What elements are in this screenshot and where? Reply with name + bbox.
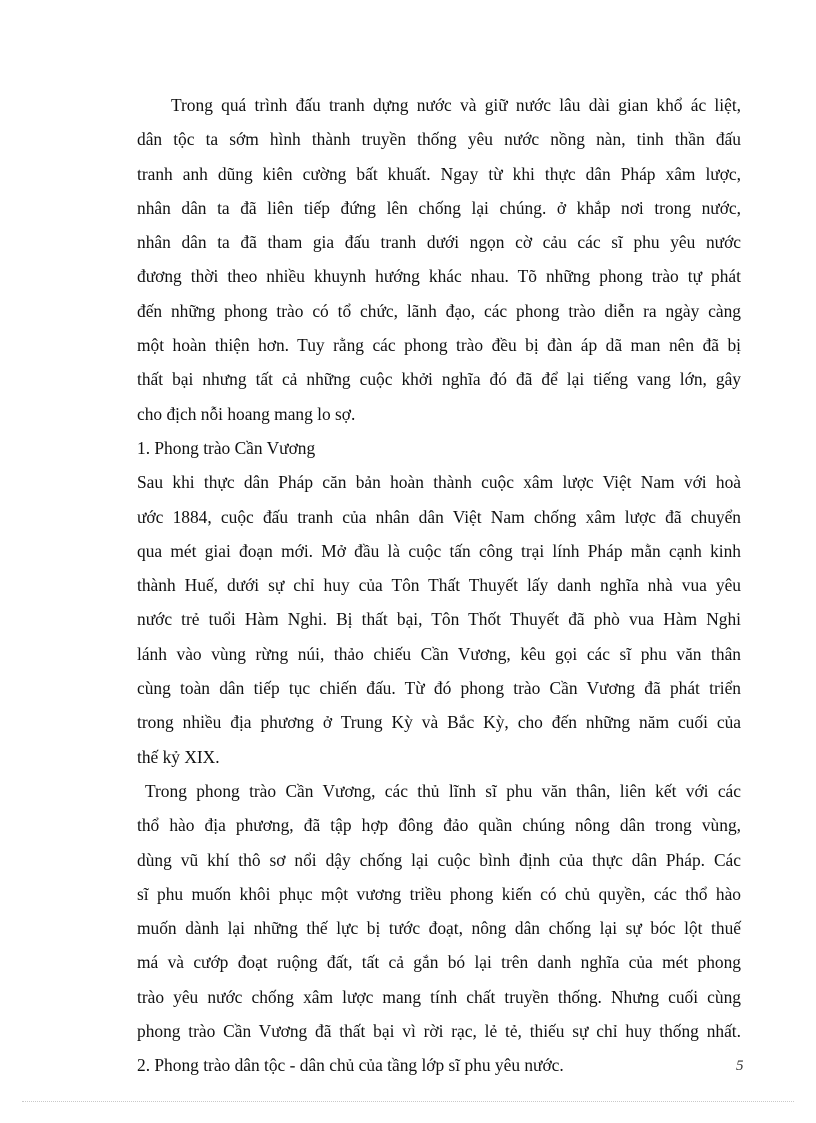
body-text: [137, 88, 741, 1083]
text-line: phong trào Cần Vương đã thất bại vì rời rạc, lẻ tẻ, thiếu sự chỉ huy thống nhất.: [137, 1021, 741, 1042]
text-line: 2. Phong trào dân tộc - dân chủ của tầng lớp sĩ phu yêu nước.: [137, 1055, 564, 1076]
text-line: thế kỷ XIX.: [137, 746, 220, 767]
text-line: ước 1884, cuộc đấu tranh của nhân dân Việt Nam chống xâm lược đã chuyển: [137, 506, 741, 527]
text-line: trào yêu nước chống xâm lược mang tính chất truyền thống. Nhưng cuối cùng: [137, 986, 741, 1007]
text-line: Trong phong trào Cần Vương, các thủ lĩnh sĩ phu văn thân, liên kết với các: [145, 780, 741, 801]
text-line: đương thời theo nhiều khuynh hướng khác nhau. Tõ những phong trào tự phát: [137, 266, 741, 287]
text-line: muốn dành lại những thế lực bị tước đoạt, nông dân chống lại sự bóc lột thuế: [137, 918, 741, 939]
text-line: cho địch nỗi hoang mang lo sợ.: [137, 403, 356, 424]
text-line: thành Huế, dưới sự chỉ huy của Tôn Thất Thuyết lấy danh nghĩa nhà vua yêu: [137, 575, 741, 596]
text-line: một hoàn thiện hơn. Tuy rằng các phong trào đều bị đàn áp dã man nên đã bị: [137, 335, 741, 356]
text-line: má và cướp đoạt ruộng đất, tất cả gắn bó lại trên danh nghĩa của mét phong: [137, 952, 741, 973]
text-line: cùng toàn dân tiếp tục chiến đấu. Từ đó phong trào Cần Vương đã phát triển: [137, 678, 741, 699]
text-line: Sau khi thực dân Pháp căn bản hoàn thành cuộc xâm lược Việt Nam với hoà: [137, 472, 741, 493]
text-line: qua mét giai đoạn mới. Mở đầu là cuộc tấn công trại lính Pháp mằn cạnh kinh: [137, 540, 741, 561]
text-line: nhân dân ta đã tham gia đấu tranh dưới ngọn cờ cảu các sĩ phu yêu nước: [137, 232, 741, 253]
text-line: dùng vũ khí thô sơ nổi dậy chống lại cuộc bình định của thực dân Pháp. Các: [137, 849, 741, 870]
text-line: nhân dân ta đã liên tiếp đứng lên chống lại chúng. ở khắp nơi trong nước,: [137, 197, 741, 218]
text-line: nước trẻ tuổi Hàm Nghi. Bị thất bại, Tôn Thốt Thuyết đã phò vua Hàm Nghi: [137, 609, 741, 630]
text-line: dân tộc ta sớm hình thành truyền thống yêu nước nồng nàn, tinh thần đấu: [137, 129, 741, 150]
text-line: đến những phong trào có tổ chức, lãnh đạo, các phong trào diễn ra ngày càng: [137, 300, 741, 321]
text-line: thất bại nhưng tất cả những cuộc khởi nghĩa đó đã để lại tiếng vang lớn, gây: [137, 369, 741, 390]
text-line: 1. Phong trào Cần Vương: [137, 437, 316, 458]
page-number: 5: [736, 1058, 744, 1074]
text-line: Trong quá trình đấu tranh dựng nước và giữ nước lâu dài gian khổ ác liệt,: [171, 95, 741, 115]
text-line: tranh anh dũng kiên cường bất khuất. Ngay từ khi thực dân Pháp xâm lược,: [137, 163, 741, 184]
text-line: sĩ phu muốn khôi phục một vương triều phong kiến có chủ quyền, các thổ hào: [137, 883, 741, 904]
text-line: trong nhiều địa phương ở Trung Kỳ và Bắc Kỳ, cho đến những năm cuối của: [137, 712, 741, 733]
text-line: lánh vào vùng rừng núi, thảo chiếu Cần Vương, kêu gọi các sĩ phu văn thân: [137, 643, 741, 664]
page-bottom-border: [22, 1101, 794, 1102]
text-line: thổ hào địa phương, đã tập hợp đông đảo quần chúng nông dân trong vùng,: [137, 815, 741, 836]
